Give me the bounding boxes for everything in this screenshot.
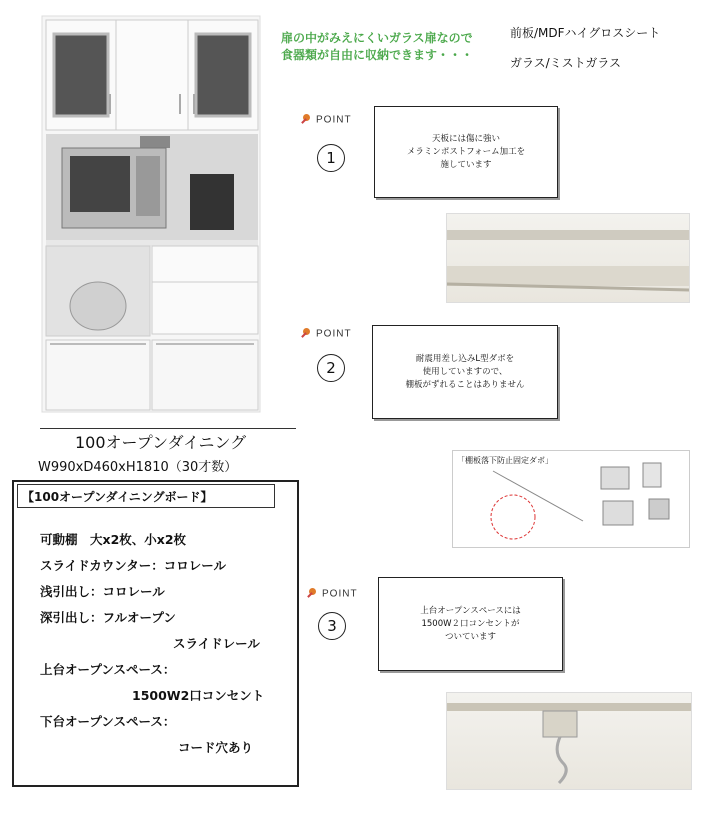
point-3-label: POINT [306, 588, 358, 600]
point-1-number: 1 [317, 144, 345, 172]
glass-copy-line-2: 食器類が自由に収納できます・・・ [281, 48, 474, 62]
product-dimensions: W990xD460xH1810（30才数） [38, 460, 238, 475]
cabinet-photo [40, 14, 262, 416]
spec-title: 【100オープンダイニングボード】 [22, 490, 213, 504]
glass-door-copy [281, 30, 473, 64]
product-name: 100オープンダイニング [75, 433, 247, 452]
spec-line: 1500W2口コンセント [132, 688, 265, 703]
spec-line: 上台オープンスペース： [40, 662, 176, 677]
spec-line: 深引出し：フルオープン [40, 610, 176, 625]
spec-line: コード穴あり [178, 740, 254, 755]
point-2-number: 2 [317, 354, 345, 382]
spec-line: 浅引出し：コロレール [40, 584, 165, 599]
point-2-text-box: 耐震用差し込みL型ダボを 使用していますので、 棚板がずれることはありません [372, 325, 558, 419]
dowel-caption: 「棚板落下防止固定ダボ」 [457, 456, 553, 465]
point-1-photo [446, 213, 690, 303]
pin-icon [300, 328, 312, 340]
spec-line: 下台オープンスペース： [40, 714, 176, 729]
spec-line: スライドカウンター：コロレール [40, 558, 227, 573]
point-1-label: POINT [300, 114, 352, 126]
spec-line: 可動棚 大x2枚、小x2枚 [40, 532, 187, 547]
point-3-number: 3 [318, 612, 346, 640]
pin-icon [300, 114, 312, 126]
point-3-photo [446, 692, 692, 790]
glass-copy-line-1: 扉の中がみえにくいガラス扉なので [281, 31, 473, 45]
point-3-text-box: 上台オープンスペースには 1500W２口コンセントが ついています [378, 577, 563, 671]
product-name-rule [40, 428, 296, 429]
point-1-text-box: 天板には傷に強い メラミンポストフォーム加工を 施しています [374, 106, 558, 198]
pin-icon [306, 588, 318, 600]
point-2-label: POINT [300, 328, 352, 340]
point-2-photo [452, 450, 690, 548]
material-front: 前板/MDFハイグロスシート [510, 26, 661, 40]
spec-line: スライドレール [173, 636, 260, 651]
material-glass: ガラス/ミストガラス [510, 56, 621, 70]
